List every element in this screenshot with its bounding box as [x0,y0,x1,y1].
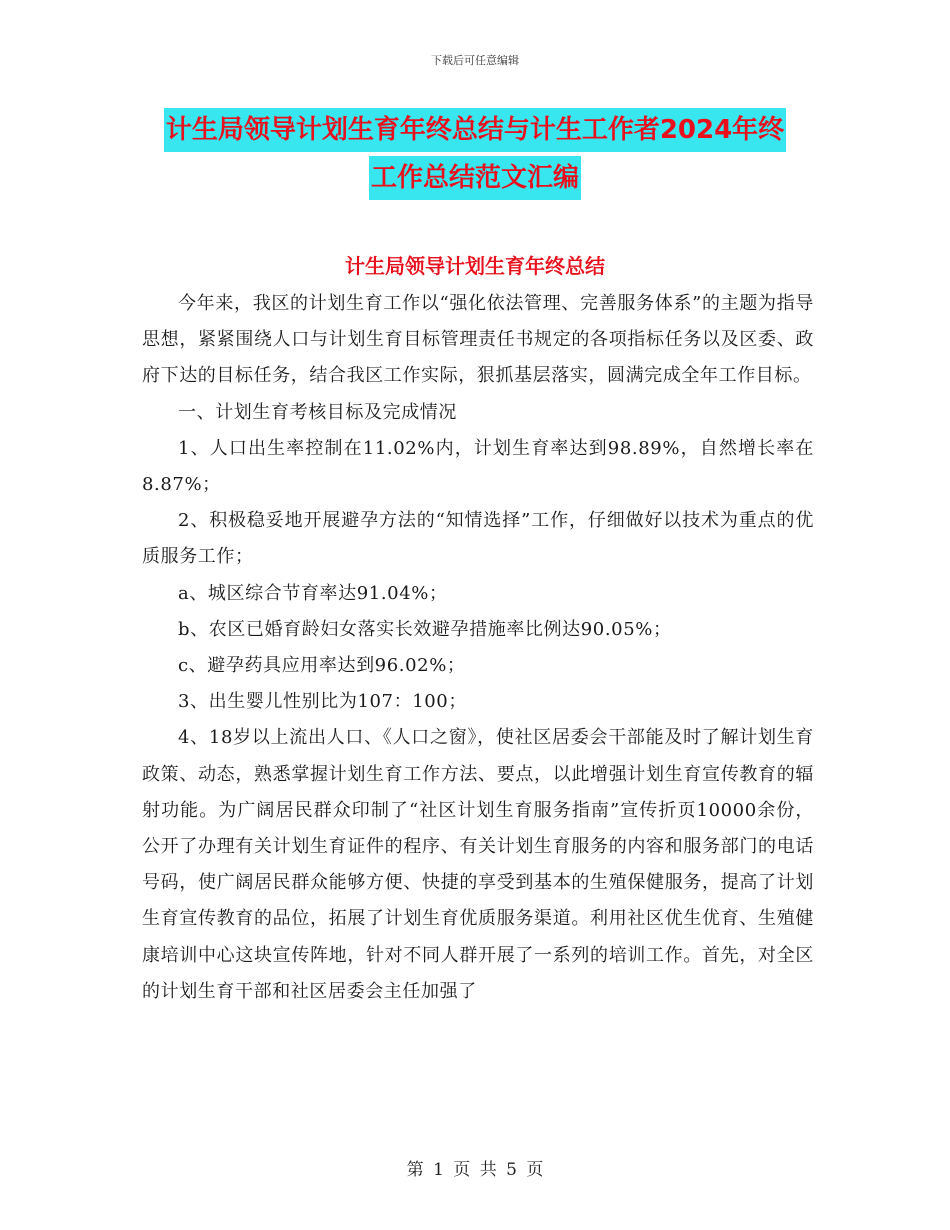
title-line-1: 计生局领导计划生育年终总结与计生工作者2024年终 [164,108,786,152]
paragraph: 1、人口出生率控制在11.02%内，计划生育率达到98.89%，自然增长率在8.87%； [142,437,814,496]
title-line-2: 工作总结范文汇编 [369,156,581,200]
paragraph: 3、出生婴儿性别比为107：100； [178,691,467,713]
paragraph: 2、积极稳妥地开展避孕方法的“知情选择”工作，仔细做好以技术为重点的优质服务工作； [142,510,814,568]
header-note: 下载后可任意编辑 [431,54,519,67]
body-text [142,286,814,1010]
paragraph: a、城区综合节育率达91.04%； [178,582,448,604]
paragraph: b、农区已婚育龄妇女落实长效避孕措施率比例达90.05%； [178,618,672,640]
section-title: 计生局领导计划生育年终总结 [345,254,605,278]
document-title [0,108,950,204]
page-footer: 第 1 页 共 5 页 [406,1160,544,1180]
paragraph: c、避孕药具应用率达到96.02%； [178,655,466,677]
paragraph: 今年来，我区的计划生育工作以“强化依法管理、完善服务体系”的主题为指导思想，紧紧围绕人口与计划生育目标管理责任书规定的各项指标任务以及区委、政府下达的目标任务，结合我区工作实际，狠抓基层落实，圆满完成全年工作目标。 [142,293,814,387]
paragraph: 4、18岁以上流出人口、《人口之窗》，使社区居委会干部能及时了解计划生育政策、动态，熟悉掌握计划生育工作方法、要点，以此增强计划生育宣传教育的辐射功能。为广阔居民群众印制了“社区计划生育服务指南”宣传折页10000余份，公开了办理有关计划生育证件的程序、有关计划生育服务的内容和服务部门的电话号码，使广阔居民群众能够方便、快捷的享受到基本的生殖保健服务，提高了计划生育宣传教育的品位，拓展了计划生育优质服务渠道。利用社区优生优育、生殖健康培训中心这块宣传阵地，针对不同人群开展了一系列的培训工作。首先，对全区的计划生育干部和社区居委会主任加强了 [142,727,814,1002]
paragraph: 一、计划生育考核目标及完成情况 [178,401,457,423]
